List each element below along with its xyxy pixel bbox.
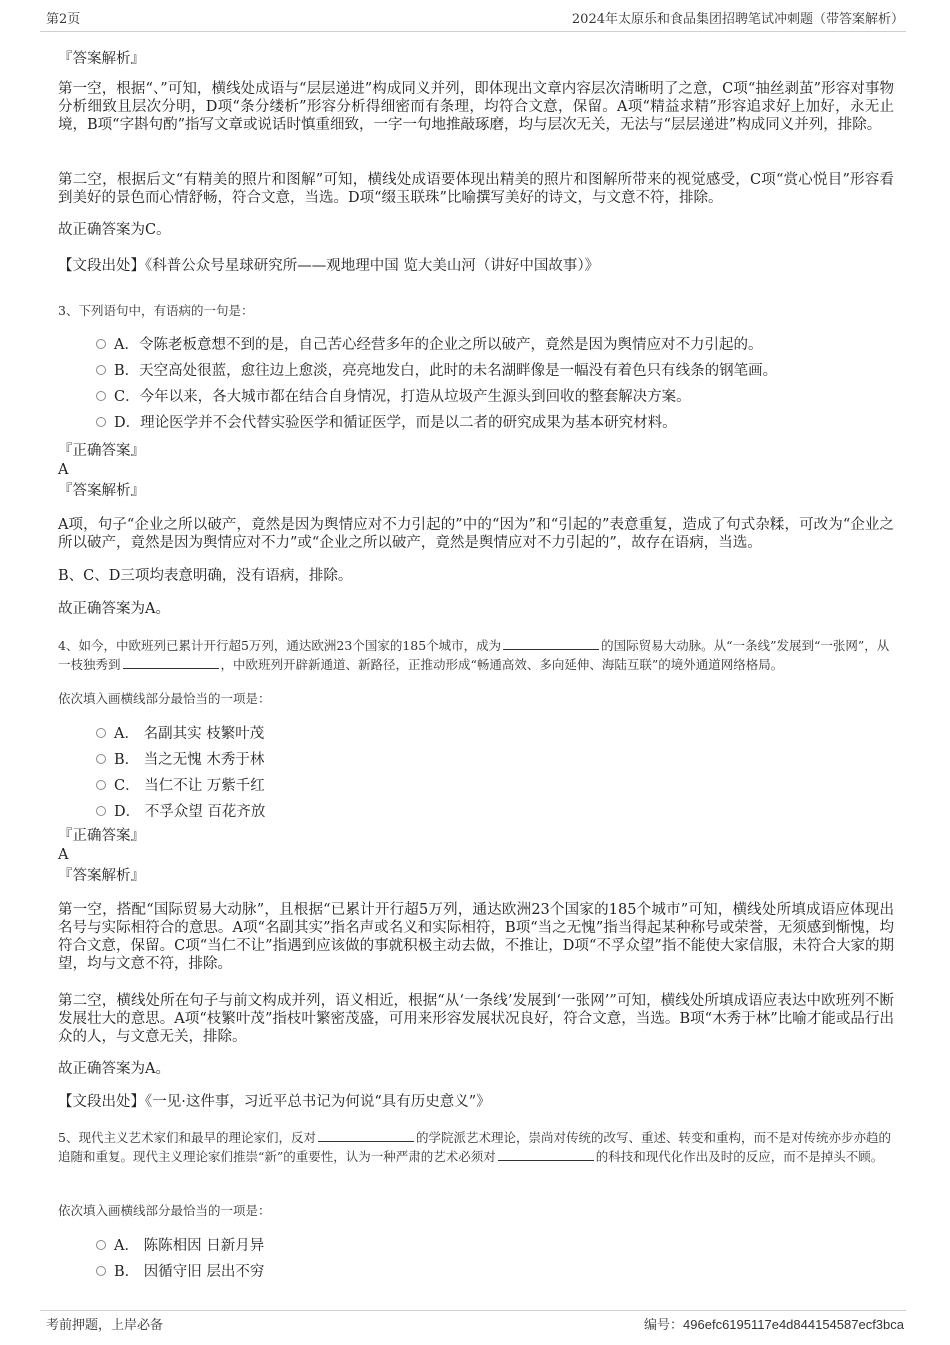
option-c[interactable]: C． 当仁不让 万紫千红 [96, 777, 265, 795]
question-stem: 4、如今，中欧班列已累计开行超5万列，通达欧洲23个国家的185个城市，成为 的国际贸易大动脉。从“一条线”发展到“一张网”，从一枝独秀到 ，中欧班列开辟新通道、新路径，正推动形成“畅通高效、多向延伸、海陆互联”的境外通道网络格局。 [58, 638, 890, 672]
header-divider [40, 31, 906, 32]
correct-answer: A [58, 847, 69, 863]
footer-slogan: 考前押题，上岸必备 [46, 1318, 164, 1333]
fill-blank [503, 637, 599, 650]
explanation-paragraph: A项，句子“企业之所以破产，竟然是因为舆情应对不力引起的”中的“因为”和“引起的”表意重复，造成了句式杂糅，可改为“企业之所以破产，竟然是因为舆情应对不力”或“企业之所以破产，竟然是舆情应对不力引起的”，故存在语病，当选。 [58, 517, 894, 551]
correct-answer-tag: 『正确答案』 [58, 828, 145, 844]
correct-answer-tag: 『正确答案』 [58, 443, 145, 459]
explanation-paragraph: 第二空，根据后文“有精美的照片和图解”可知，横线处成语要体现出精美的照片和图解所带来的视觉感受，C项“赏心悦目”形容看到美好的景色而心情舒畅，符合文意，当选。D项“缀玉联珠”比喻撰写美好的诗文，与文意不符，排除。 [58, 172, 894, 206]
conclusion: 故正确答案为A。 [58, 601, 170, 617]
fill-blank [498, 1148, 594, 1161]
conclusion: 故正确答案为C。 [58, 222, 171, 238]
source-citation: 【文段出处】《科普公众号星球研究所——观地理中国 览大美山河（讲好中国故事）》 [58, 258, 600, 274]
radio-icon[interactable] [96, 365, 106, 375]
explain-tag: 『答案解析』 [58, 483, 145, 499]
fill-blank [318, 1129, 414, 1142]
radio-icon[interactable] [96, 417, 106, 427]
radio-icon[interactable] [96, 780, 106, 790]
question-stem: 3、下列语句中，有语病的一句是： [58, 303, 254, 318]
radio-icon[interactable] [96, 754, 106, 764]
question-prompt: 依次填入画横线部分最恰当的一项是： [58, 691, 271, 706]
radio-icon[interactable] [96, 339, 106, 349]
document-code: 编号：496efc6195117e4d844154587ecf3bca [644, 1317, 904, 1333]
correct-answer: A [58, 462, 69, 478]
option-c[interactable]: C．今年以来，各大城市都在结合自身情况，打造从垃圾产生源头到回收的整套解决方案。 [96, 388, 691, 406]
radio-icon[interactable] [96, 1266, 106, 1276]
option-d[interactable]: D． 不孚众望 百花齐放 [96, 803, 265, 821]
option-a[interactable]: A． 名副其实 枝繁叶茂 [96, 725, 264, 743]
fill-blank [123, 656, 219, 669]
explain-tag: 『答案解析』 [58, 868, 145, 884]
explain-tag: 『答案解析』 [58, 51, 145, 67]
question-prompt: 依次填入画横线部分最恰当的一项是： [58, 1203, 271, 1218]
radio-icon[interactable] [96, 728, 106, 738]
option-b[interactable]: B．天空高处很蓝，愈往边上愈淡，亮亮地发白，此时的未名湖畔像是一幅没有着色只有线条的钢笔画。 [96, 362, 777, 380]
option-d[interactable]: D．理论医学并不会代替实验医学和循证医学，而是以二者的研究成果为基本研究材料。 [96, 414, 677, 432]
conclusion: 故正确答案为A。 [58, 1061, 170, 1077]
option-b[interactable]: B． 当之无愧 木秀于林 [96, 751, 264, 769]
option-b[interactable]: B． 因循守旧 层出不穷 [96, 1263, 264, 1281]
page-number: 第2页 [46, 12, 81, 27]
explanation-paragraph: 第一空，根据“、”可知，横线处成语与“层层递进”构成同义并列，即体现出文章内容层次清晰明了之意，C项“抽丝剥茧”形容对事物分析细致且层次分明，D项“条分缕析”形容分析得细密而有条理，均符合文意，保留。A项“精益求精”形容追求好上加好，永无止境，B项“字斟句酌”指写文章或说话时慎重细致，一字一句地推敲琢磨，均与层次无关，无法与“层层递进”构成同义并列，排除。 [58, 81, 894, 133]
option-a[interactable]: A．令陈老板意想不到的是，自己苦心经营多年的企业之所以破产，竟然是因为舆情应对不力引起的。 [96, 336, 762, 354]
explanation-paragraph: B、C、D三项均表意明确，没有语病，排除。 [58, 568, 353, 584]
footer-divider [40, 1310, 906, 1311]
document-title: 2024年太原乐和食品集团招聘笔试冲刺题（带答案解析） [571, 12, 904, 27]
radio-icon[interactable] [96, 391, 106, 401]
question-stem: 5、现代主义艺术家们和最早的理论家们，反对 的学院派艺术理论，崇尚对传统的改写、重述、转变和重构，而不是对传统亦步亦趋的追随和重复。现代主义理论家们推崇“新”的重要性，认为一种严肃的艺术必须对 的科技和现代化作出及时的反应，而不是掉头不顾。 [58, 1130, 891, 1164]
explanation-paragraph: 第二空，横线处所在句子与前文构成并列，语义相近，根据“从‘一条线’发展到‘一张网’”可知，横线处所填成语应表达中欧班列不断发展壮大的意思。A项“枝繁叶茂”指枝叶繁密茂盛，可用来形容发展状况良好，符合文意，当选。B项“木秀于林”比喻才能或品行出众的人，与文意无关，排除。 [58, 993, 894, 1045]
source-citation: 【文段出处】《一见·这件事，习近平总书记为何说“具有历史意义”》 [58, 1094, 491, 1110]
explanation-paragraph: 第一空，搭配“国际贸易大动脉”，且根据“已累计开行超5万列，通达欧洲23个国家的185个城市”可知，横线处所填成语应体现出名号与实际相符合的意思。A项“名副其实”指名声或名义和实际相符，B项“当之无愧”指当得起某种称号或荣誉，无须感到惭愧，均符合文意，保留。C项“当仁不让”指遇到应该做的事就积极主动去做，不推让，D项“不孚众望”指不能使大家信服，未符合大家的期望，均与文意不符，排除。 [58, 902, 894, 972]
option-a[interactable]: A． 陈陈相因 日新月异 [96, 1237, 264, 1255]
radio-icon[interactable] [96, 1240, 106, 1250]
radio-icon[interactable] [96, 806, 106, 816]
